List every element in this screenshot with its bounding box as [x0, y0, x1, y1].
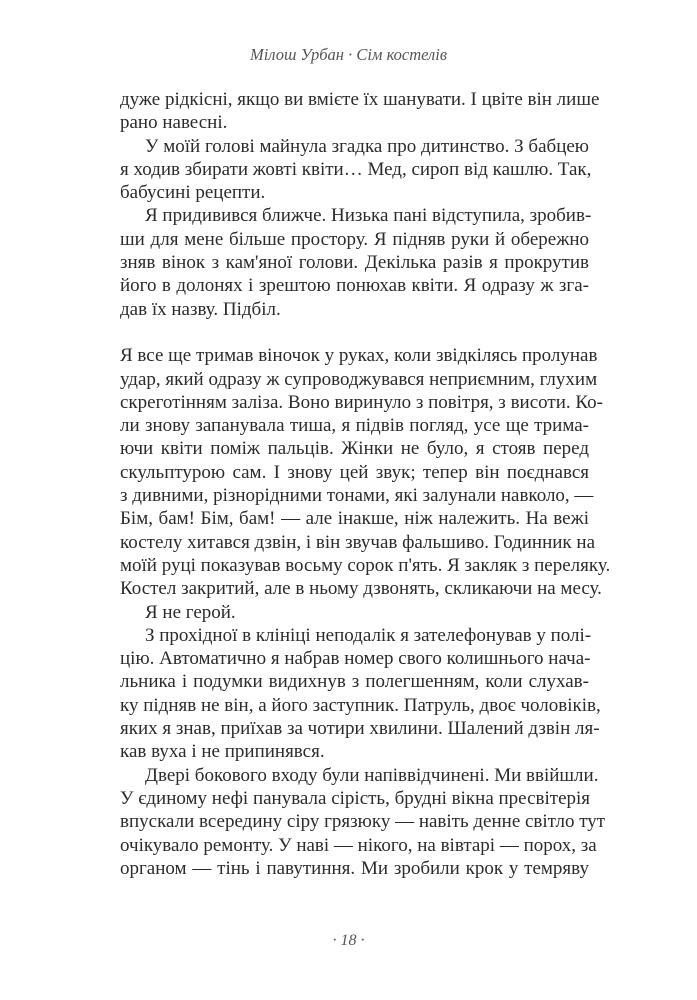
text-line: З прохідної в клініці неподалік я зателефонував у полі-: [145, 624, 592, 646]
body-text: [120, 88, 611, 880]
text-line: Я все ще тримав віночок у руках, коли звідкілясь пролунав: [120, 345, 598, 367]
text-line: дуже рідкісні, якщо ви вмієте їх шанувати. І цвіте він лише: [120, 89, 600, 110]
text-line: У єдиному нефі панувала сірість, брудні вікна пресвітерія: [120, 787, 591, 809]
page-number: · 18 ·: [332, 932, 365, 949]
text-line: Костел закритий, але в ньому дзвонять, скликаючи на месу.: [120, 578, 602, 600]
text-line: його в долонях і зрештою понюхав квіти. Я одразу ж зга-: [120, 275, 589, 297]
text-line: кав вуха і не припинявся.: [120, 741, 325, 763]
text-line: Бім, бам! Бім, бам! — але інакше, ніж належить. На вежі: [120, 508, 589, 530]
text-line: льника і подумки видихнув з полегшенням, коли слухав-: [120, 671, 589, 693]
text-line: Я не герой.: [145, 601, 236, 623]
text-line: органом — тінь і павутиння. Ми зробили крок у темряву: [120, 857, 589, 879]
text-line: ши для мене більше простору. Я підняв руки й обережно: [120, 228, 589, 250]
text-line: бабусині рецепти.: [120, 182, 266, 204]
text-line: костелу хитався дзвін, і він звучав фальшиво. Годинник на: [120, 531, 595, 553]
text-line: яких я знав, приїхав за чотири хвилини. Шалений дзвін ля-: [120, 718, 600, 740]
running-head: Мілош Урбан · Сім костелів: [249, 45, 448, 64]
blank-line: [120, 321, 589, 344]
text-line: я ходив збирати жовті квіти… Мед, сироп від кашлю. Так,: [120, 158, 592, 180]
text-line: впускали всередину сіру грязюку — навіть денне світло тут: [120, 811, 606, 833]
text-line: удар, який одразу ж супроводжувався неприємним, глухим: [120, 368, 598, 390]
text-line: моїй руці показував восьму сорок п'ять. Я закляк з переляку.: [120, 554, 611, 576]
text-line: очікувало ремонту. У наві — нікого, на вівтарі — порох, за: [120, 834, 597, 856]
text-line: скульптурою сам. І знову цей звук; тепер він поєднався: [120, 461, 589, 483]
text-line: ли знову запанувала тиша, я підвів погляд, усе ще трима-: [120, 415, 589, 437]
text-line: скреготінням заліза. Воно виринуло з повітря, з висоти. Ко-: [120, 391, 603, 413]
text-line: дав їх назву. Підбіл.: [120, 298, 281, 320]
text-line: цію. Автоматично я набрав номер свого колишнього нача-: [120, 648, 591, 670]
text-line: Двері бокового входу були напіввідчинені. Ми ввійшли.: [145, 764, 599, 786]
text-line: У моїй голові майнула згадка про дитинство. З бабцею: [145, 135, 589, 157]
text-line: ючи квіти поміж пальців. Жінки не було, я стояв перед: [120, 438, 589, 460]
text-line: з дивними, різнорідними тонами, які залунали навколо, —: [120, 485, 594, 507]
text-line: зняв вінок з кам'яної голови. Декілька разів я прокрутив: [120, 252, 589, 274]
text-line: ку підняв не він, а його заступник. Патруль, двоє чоловіків,: [120, 694, 601, 716]
text-line: рано навесні.: [120, 112, 228, 134]
text-line: Я придивився ближче. Низька пані відступила, зробив-: [145, 205, 592, 227]
